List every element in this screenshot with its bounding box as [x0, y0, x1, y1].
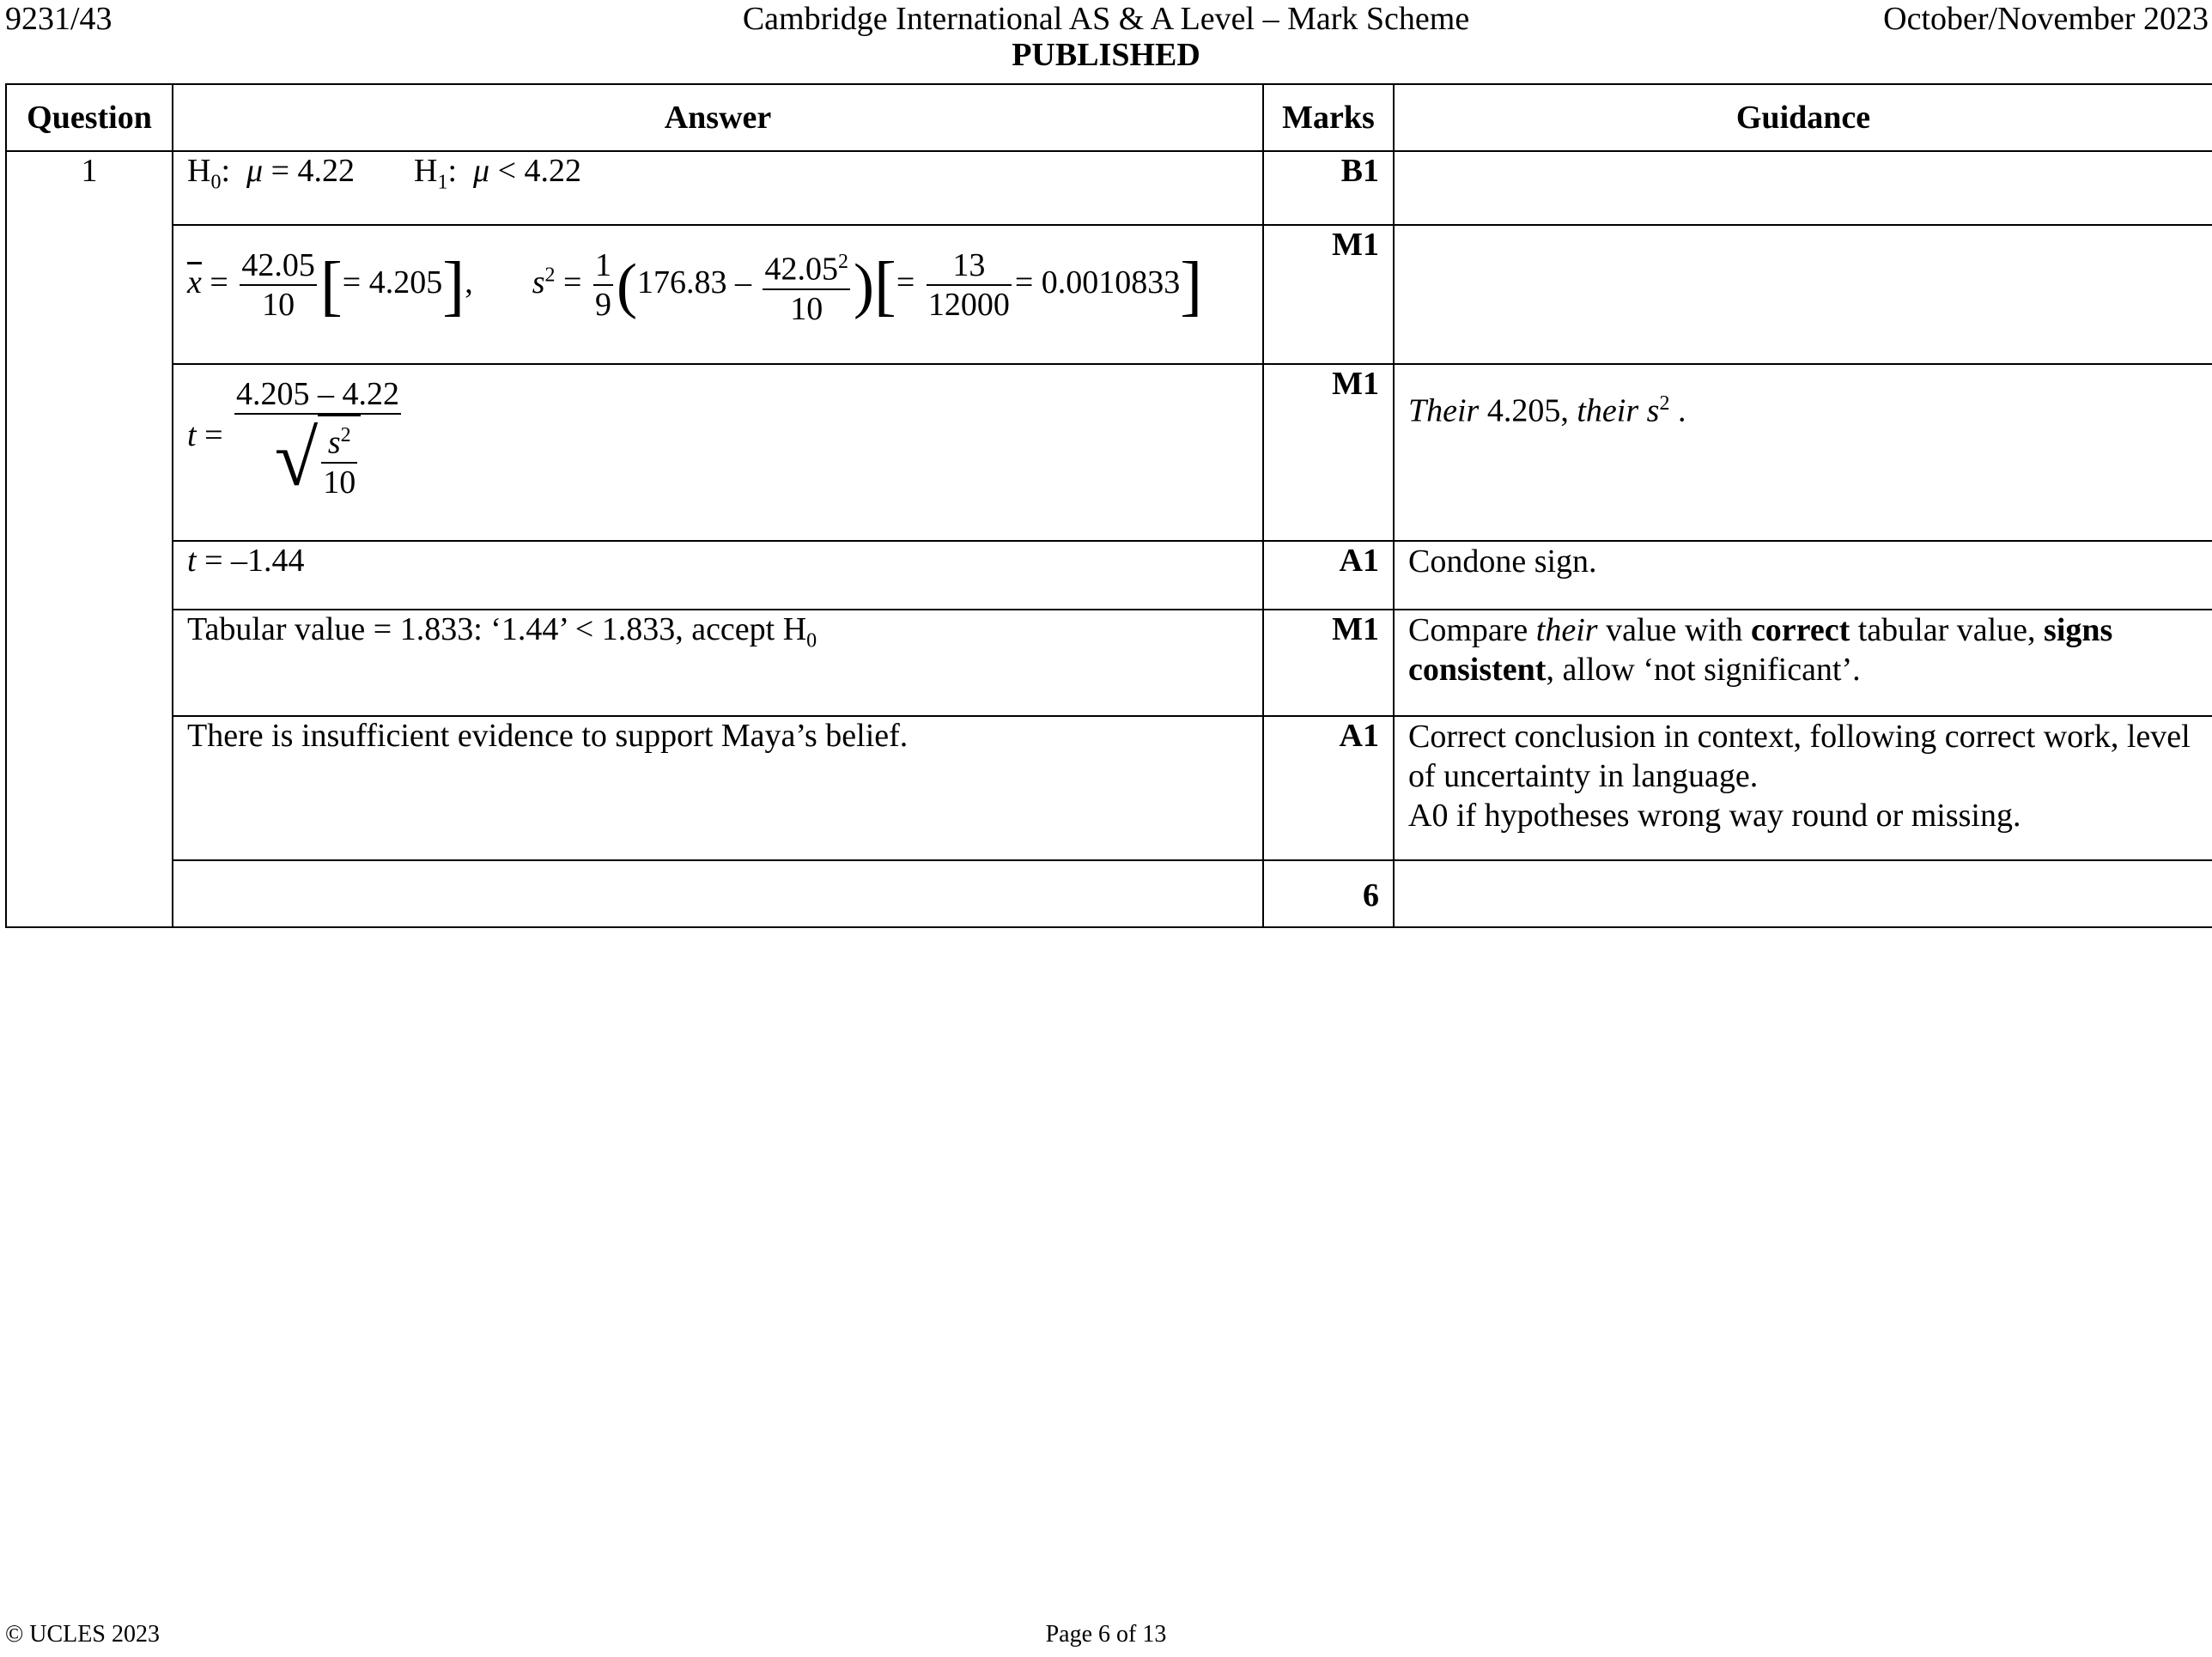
- mean-value: = 4.205: [342, 264, 443, 301]
- right-parenthesis: ): [853, 251, 874, 320]
- fraction-denominator: 10: [262, 287, 295, 324]
- t-value: = –1.44: [196, 543, 305, 579]
- fraction-numerator: [321, 416, 357, 464]
- s-superscript: 2: [1659, 392, 1670, 415]
- h1-subscript: 1: [437, 171, 448, 194]
- h0-colon: :: [221, 153, 231, 189]
- variance-value: = 0.0010833: [1014, 264, 1181, 301]
- fraction-numerator: 4.205 – 4.22: [234, 375, 401, 415]
- table-row-total: [6, 860, 2212, 927]
- fraction-numerator: 42.05: [240, 246, 317, 286]
- xbar-symbol: $\overline{x}$: [187, 264, 202, 301]
- fraction-numerator-value: 42.05: [764, 251, 838, 288]
- sum-squares-value: 176.83 –: [636, 264, 751, 301]
- fraction-variance: [927, 246, 1012, 324]
- fraction-denominator: 10: [790, 290, 823, 327]
- left-bracket: [: [319, 247, 343, 323]
- guidance-cell: [1394, 610, 2212, 716]
- equals-sign: =: [896, 264, 915, 301]
- equals-sign: =: [204, 417, 223, 454]
- fraction-sum-squared-over-n: [763, 243, 850, 328]
- guidance-cell: [1394, 364, 2212, 541]
- fraction-denominator: [234, 415, 401, 501]
- document-title: Cambridge International AS & A Level – Mark Scheme: [742, 1, 1470, 37]
- mark-code: M1: [1263, 364, 1394, 541]
- mark-code: M1: [1263, 610, 1394, 716]
- copyright: © UCLES 2023: [5, 1621, 160, 1648]
- comma: ,: [465, 264, 473, 301]
- guidance-text: value with: [1597, 612, 1751, 648]
- guidance-text: tabular value,: [1850, 612, 2045, 648]
- right-bracket: ]: [442, 247, 465, 323]
- answer-mean-variance: [173, 225, 1263, 364]
- guidance-italic: their: [1535, 612, 1598, 648]
- total-marks: 6: [1263, 860, 1394, 927]
- fraction-denominator: 9: [594, 287, 611, 324]
- table-row: [6, 364, 2212, 541]
- answer-t-value: [173, 541, 1263, 610]
- guidance-line: Correct conclusion in context, following correct work, level of uncertainty in language.: [1408, 719, 2191, 794]
- column-header-question: Question: [6, 84, 173, 151]
- table-row: [6, 610, 2212, 716]
- exam-session: October/November 2023: [1883, 1, 2209, 37]
- mu-symbol: μ: [473, 153, 490, 189]
- t-symbol: t: [187, 417, 197, 454]
- s-superscript: 2: [544, 264, 556, 287]
- answer-conclusion: There is insufficient evidence to support Maya’s belief.: [173, 716, 1263, 860]
- guidance-italic: their: [1577, 392, 1639, 429]
- table-row: [6, 716, 2212, 860]
- table-row: [6, 225, 2212, 364]
- guidance-cell: [1394, 151, 2212, 225]
- guidance-line: A0 if hypotheses wrong way round or missing.: [1408, 798, 2021, 834]
- document-code: 9231/43: [5, 1, 112, 37]
- square-root: [275, 415, 362, 501]
- equals-sign: =: [563, 264, 582, 301]
- h1-symbol: H: [414, 153, 438, 189]
- answer-text: Tabular value = 1.833: ‘1.44’ < 1.833, accept H: [187, 611, 807, 647]
- fraction-one-ninth: [593, 246, 613, 324]
- s-symbol: s: [327, 424, 341, 461]
- fraction-t-statistic: [234, 375, 401, 501]
- answer-empty: [173, 860, 1263, 927]
- right-bracket: ]: [1180, 247, 1203, 323]
- column-header-guidance: Guidance: [1394, 84, 2212, 151]
- table-row: [6, 541, 2212, 610]
- h0-subscript: 0: [210, 171, 222, 194]
- table-header-row: [6, 84, 2212, 151]
- guidance-text: 4.205,: [1479, 392, 1577, 429]
- s-superscript: 2: [340, 424, 351, 446]
- fraction-s2-over-n: [321, 416, 357, 501]
- column-header-marks: Marks: [1263, 84, 1394, 151]
- guidance-cell: [1394, 225, 2212, 364]
- fraction-numerator: [763, 243, 850, 290]
- fraction-sum-over-n: [240, 246, 317, 324]
- fraction-denominator: 12000: [927, 287, 1010, 324]
- guidance-text: .: [1669, 392, 1686, 429]
- left-parenthesis: (: [616, 251, 637, 320]
- h0-symbol: H: [187, 153, 211, 189]
- guidance-text: Compare: [1408, 612, 1536, 648]
- mark-scheme-table: [5, 83, 2212, 928]
- radicand: [318, 415, 361, 501]
- h0-subscript: 0: [806, 629, 817, 652]
- guidance-text: , allow ‘not significant’.: [1546, 652, 1861, 688]
- guidance-bold: signs consistent: [1408, 612, 2113, 688]
- question-number: 1: [6, 151, 173, 927]
- answer-hypotheses: [173, 151, 1263, 225]
- radical-sign: √: [274, 414, 319, 502]
- published-label: PUBLISHED: [1012, 37, 1200, 73]
- mark-code: B1: [1263, 151, 1394, 225]
- t-symbol: t: [187, 543, 197, 579]
- guidance-empty: [1394, 860, 2212, 927]
- guidance-cell: Condone sign.: [1394, 541, 2212, 610]
- mu-symbol: μ: [246, 153, 264, 189]
- answer-tabular-value: [173, 610, 1263, 716]
- guidance-italic: Their: [1408, 392, 1480, 429]
- left-bracket: [: [873, 247, 896, 323]
- column-header-answer: Answer: [173, 84, 1263, 151]
- fraction-numerator: 13: [927, 246, 1012, 286]
- s-symbol: s: [1646, 392, 1660, 429]
- numerator-superscript: 2: [837, 251, 848, 273]
- h1-colon: :: [447, 153, 458, 189]
- answer-t-formula: [173, 364, 1263, 541]
- fraction-denominator: 10: [323, 464, 356, 501]
- h1-relation: < 4.22: [489, 153, 582, 189]
- mark-code: A1: [1263, 541, 1394, 610]
- table-row: [6, 151, 2212, 225]
- guidance-bold: correct: [1750, 612, 1850, 648]
- mark-code: A1: [1263, 716, 1394, 860]
- page-number: Page 6 of 13: [1045, 1621, 1167, 1648]
- equals-sign: =: [210, 264, 228, 301]
- s-symbol: s: [532, 264, 545, 301]
- h0-relation: = 4.22: [263, 153, 356, 189]
- mark-code: M1: [1263, 225, 1394, 364]
- fraction-numerator: 1: [593, 246, 613, 286]
- guidance-cell: [1394, 716, 2212, 860]
